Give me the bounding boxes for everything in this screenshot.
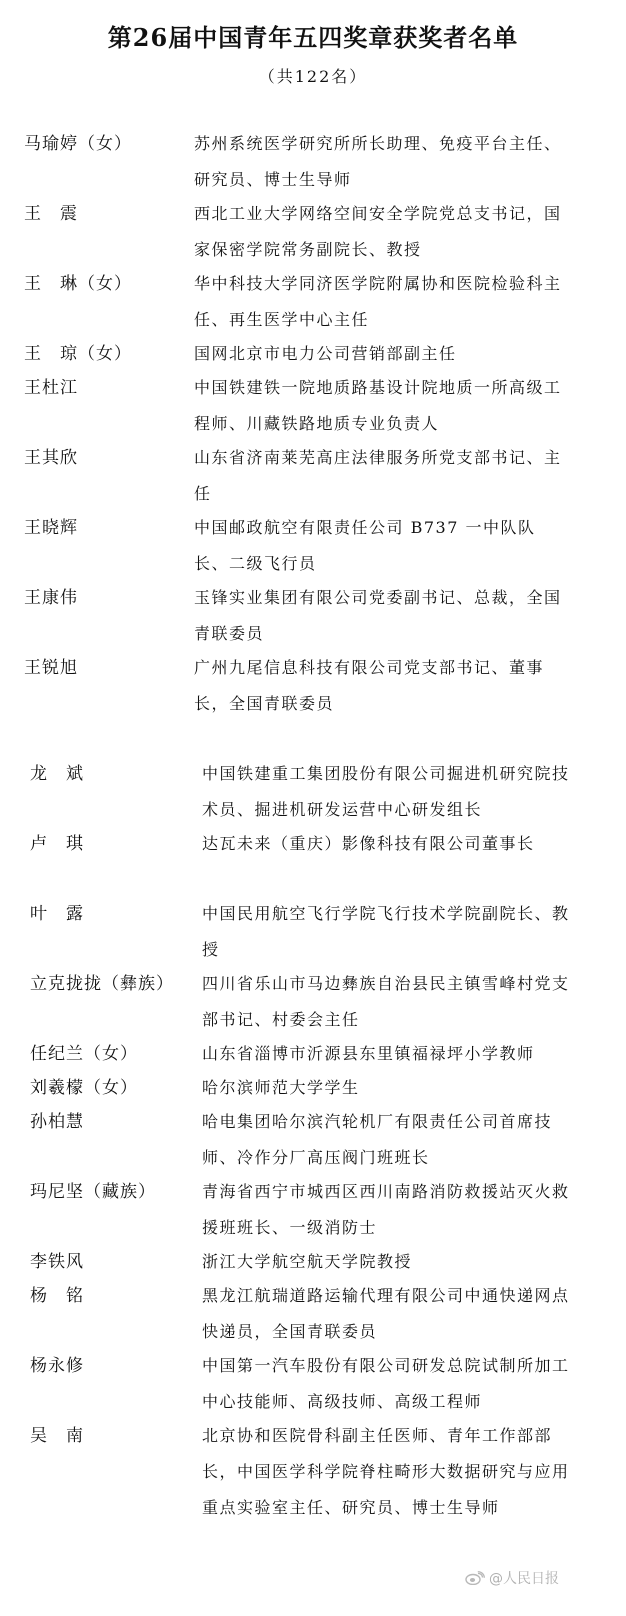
awardee-name: 杨永修 <box>30 1356 84 1376</box>
awardee-description: 山东省淄博市沂源县东里镇福禄坪小学教师 <box>202 1044 535 1063</box>
awardee-description: 山东省济南莱芜高庄法律服务所党支部书记、主任 <box>194 448 562 503</box>
page-subtitle: （共122名） <box>258 67 368 86</box>
awardee-name: 王其欣 <box>24 448 78 468</box>
weibo-icon <box>465 1571 485 1585</box>
awardee-name: 王 震 <box>24 204 78 224</box>
awardee-description: 西北工业大学网络空间安全学院党总支书记，国家保密学院常务副院长、教授 <box>194 204 562 259</box>
awardee-name: 刘羲檬（女） <box>30 1078 138 1098</box>
awardee-name: 王锐旭 <box>24 658 78 678</box>
awardee-description: 四川省乐山市马边彝族自治县民主镇雪峰村党支部书记、村委会主任 <box>202 974 570 1029</box>
awardee-name: 杨 铭 <box>30 1286 84 1306</box>
awardee-description: 北京协和医院骨科副主任医师、青年工作部部长，中国医学科学院脊柱畸形大数据研究与应用重点实验室主任、研究员、博士生导师 <box>202 1426 570 1517</box>
awardee-name: 王康伟 <box>24 588 78 608</box>
awardee-description: 中国邮政航空有限责任公司 B737 一中队队长、二级飞行员 <box>194 518 536 573</box>
awardee-description: 浙江大学航空航天学院教授 <box>202 1252 413 1271</box>
awardee-name: 叶 露 <box>30 904 84 924</box>
awardee-description: 哈电集团哈尔滨汽轮机厂有限责任公司首席技师、冷作分厂高压阀门班班长 <box>202 1112 553 1167</box>
awardee-description: 华中科技大学同济医学院附属协和医院检验科主任、再生医学中心主任 <box>194 274 562 329</box>
awardee-name: 王杜江 <box>24 378 78 398</box>
awardee-description: 中国铁建重工集团股份有限公司掘进机研究院技术员、掘进机研发运营中心研发组长 <box>202 764 570 819</box>
awardee-description: 中国铁建铁一院地质路基设计院地质一所高级工程师、川藏铁路地质专业负责人 <box>194 378 562 433</box>
awardee-description: 国网北京市电力公司营销部副主任 <box>194 344 457 363</box>
awardee-description: 中国民用航空飞行学院飞行技术学院副院长、教授 <box>202 904 570 959</box>
awardee-description: 中国第一汽车股份有限公司研发总院试制所加工中心技能师、高级技师、高级工程师 <box>202 1356 570 1411</box>
awardee-description: 青海省西宁市城西区西川南路消防救援站灭火救援班班长、一级消防士 <box>202 1182 570 1237</box>
page-title: 第26届中国青年五四奖章获奖者名单 <box>107 23 519 52</box>
awardee-name: 吴 南 <box>30 1426 84 1446</box>
awardee-name: 龙 斌 <box>30 764 84 784</box>
awardee-name: 立克拢拢（彝族） <box>30 974 174 994</box>
awardee-name: 李铁风 <box>30 1252 84 1272</box>
awardee-name: 王 琳（女） <box>24 274 132 294</box>
awardee-name: 孙柏慧 <box>30 1112 84 1132</box>
awardee-description: 黑龙江航瑞道路运输代理有限公司中通快递网点快递员，全国青联委员 <box>202 1286 570 1341</box>
awardee-name: 任纪兰（女） <box>30 1044 138 1064</box>
awardee-name: 玛尼坚（藏族） <box>30 1182 156 1202</box>
awardee-description: 玉锋实业集团有限公司党委副书记、总裁，全国青联委员 <box>194 588 562 643</box>
awardee-description: 苏州系统医学研究所所长助理、免疫平台主任、研究员、博士生导师 <box>194 134 562 189</box>
awardee-name: 马瑜婷（女） <box>24 134 132 154</box>
awardee-name: 卢 琪 <box>30 834 84 854</box>
awardee-name: 王 琼（女） <box>24 344 132 364</box>
awardee-description: 达瓦未来（重庆）影像科技有限公司董事长 <box>202 834 535 853</box>
awardee-name: 王晓辉 <box>24 518 78 538</box>
awardee-description: 广州九尾信息科技有限公司党支部书记、董事长，全国青联委员 <box>194 658 545 713</box>
awardee-description: 哈尔滨师范大学学生 <box>202 1078 360 1097</box>
watermark-text: @人民日报 <box>489 1571 559 1587</box>
watermark <box>465 1568 559 1588</box>
